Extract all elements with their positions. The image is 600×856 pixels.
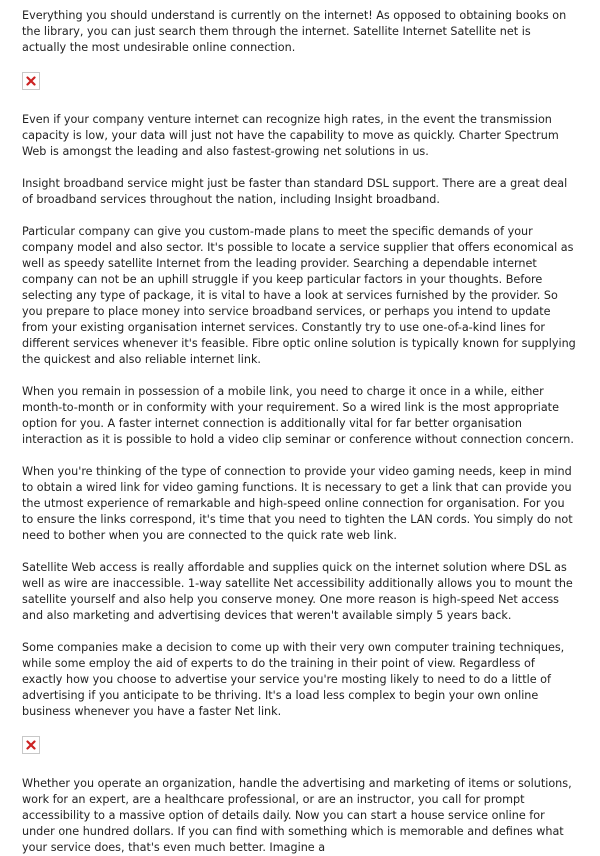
paragraph-2: Even if your company venture internet can recognize high rates, in the event the transmission capacity is low, your data will just not have the capability to move as quickly. Charter Spectrum Web is amongst the leading and also fastest-growing net solutions in us. [22,113,559,158]
paragraph-5: When you remain in possession of a mobile link, you need to charge it once in a while, either month-to-month or in conformity with your requirement. So a wired link is the most appropriate option for you. A faster internet connection is additionally vital for far better organisation interaction as it is possible to hold a video clip seminar or conference without connection concern. [22,385,574,446]
paragraph-4: Particular company can give you custom-made plans to meet the specific demands of your company model and also sector. It's possible to locate a service supplier that offers economical as well as speedy satellite Internet from the leading provider. Searching a dependable internet company can not be an uphill struggle if you keep particular factors in your thoughts. Before selecting any type of package, it is vital to have a look at services furnished by the provider. So you prepare to place money into service broadband services, or perhaps you intend to update from your existing organisation internet services. Constantly try to use one-of-a-kind lines for different services whenever it's feasible. Fibre optic online solution is typically known for supplying the quickest and also reliable internet link. [22,225,576,366]
broken-image-icon [22,72,40,90]
paragraph-8: Some companies make a decision to come up with their very own computer training techniques, while some employ the aid of experts to do the training in their point of view. Regardless of exactly how you choose to advertise your service you're mosting likely to need to do a little of advertising if you anticipate to be thriving. It's a load less complex to begin your own online business whenever you have a faster Net link. [22,641,565,718]
paragraph-7: Satellite Web access is really affordable and supplies quick on the internet solution where DSL as well as wire are inaccessible. 1-way satellite Net accessibility additionally allows you to mount the satellite yourself and also help you conserve money. One more reason is high-speed Net access and also marketing and advertising devices that weren't available simply 5 years back. [22,561,573,622]
paragraph-9: Whether you operate an organization, handle the advertising and marketing of items or solutions, work for an expert, are a healthcare professional, or are an instructor, you call for prompt accessibility to a massive option of details daily. Now you can start a house service online for under one hundred dollars. If you can find with something which is memorable and defines what your service does, that's even much better. Imagine a [22,777,572,854]
paragraph-3: Insight broadband service might just be faster than standard DSL support. There are a great deal of broadband services throughout the nation, including Insight broadband. [22,177,568,206]
paragraph-1: Everything you should understand is currently on the internet! As opposed to obtaining books on the library, you can just search them through the internet. Satellite Internet Satellite net is actually the most undesirable online connection. [22,9,567,54]
paragraph-6: When you're thinking of the type of connection to provide your video gaming needs, keep in mind to obtain a wired link for video gaming functions. It is necessary to get a link that can provide you the utmost experience of remarkable and high-speed online connection for organisation. For you to ensure the links correspond, it's time that you need to tighten the LAN cords. You simply do not need to bother when you are connected to the quick rate web link. [22,465,573,542]
broken-image-icon [22,736,40,754]
